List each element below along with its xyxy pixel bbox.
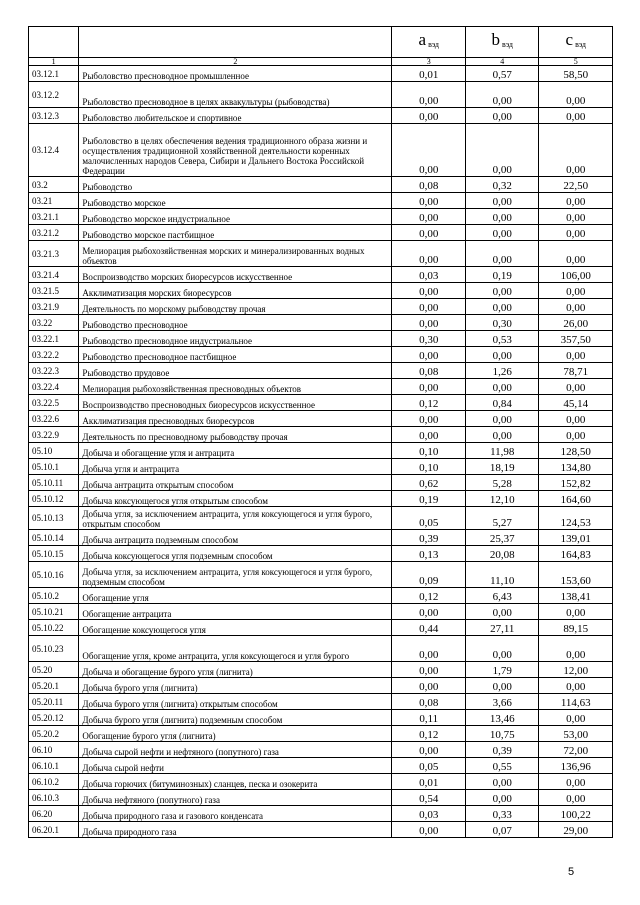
row-value-a: 0,05 xyxy=(392,507,466,530)
row-value-a: 0,01 xyxy=(392,66,466,82)
table-row xyxy=(29,662,613,678)
row-value-b: 11,10 xyxy=(465,562,539,588)
row-value-b: 0,00 xyxy=(465,241,539,267)
row-value-c: 138,41 xyxy=(539,588,613,604)
row-code: 03.2 xyxy=(29,177,79,193)
row-code: 03.22.3 xyxy=(29,363,79,379)
row-name: Добыча коксующегося угля подземным способом xyxy=(79,546,392,562)
row-name: Добыча и обогащение бурого угля (лигнита) xyxy=(79,662,392,678)
row-name: Рыболовство любительское и спортивное xyxy=(79,108,392,124)
row-value-c: 124,53 xyxy=(539,507,613,530)
row-value-b: 5,28 xyxy=(465,475,539,491)
row-value-a: 0,00 xyxy=(392,604,466,620)
table-row xyxy=(29,363,613,379)
row-code: 06.20.1 xyxy=(29,822,79,838)
row-value-c: 72,00 xyxy=(539,742,613,758)
table-row xyxy=(29,283,613,299)
table-row xyxy=(29,475,613,491)
row-value-c: 0,00 xyxy=(539,604,613,620)
row-value-b: 13,46 xyxy=(465,710,539,726)
row-code: 03.21.1 xyxy=(29,209,79,225)
row-value-c: 100,22 xyxy=(539,806,613,822)
row-value-a: 0,00 xyxy=(392,636,466,662)
row-code: 06.10.1 xyxy=(29,758,79,774)
row-name: Добыча природного газа xyxy=(79,822,392,838)
column-number-2: 2 xyxy=(79,58,392,66)
header-col-c-label: c xyxy=(565,29,574,49)
row-value-a: 0,12 xyxy=(392,588,466,604)
header-col-c xyxy=(539,27,613,58)
row-value-b: 0,00 xyxy=(465,193,539,209)
row-name: Мелиорация рыбохозяйственная морских и минерализированных водных объектов xyxy=(79,241,392,267)
column-number-1: 1 xyxy=(29,58,79,66)
row-value-c: 0,00 xyxy=(539,225,613,241)
table-row xyxy=(29,710,613,726)
page-number: 5 xyxy=(568,866,575,878)
row-value-b: 0,00 xyxy=(465,604,539,620)
row-value-c: 0,00 xyxy=(539,209,613,225)
table-row xyxy=(29,758,613,774)
row-value-c: 0,00 xyxy=(539,241,613,267)
row-value-a: 0,01 xyxy=(392,774,466,790)
table-row xyxy=(29,315,613,331)
row-code: 03.12.4 xyxy=(29,124,79,177)
table-row xyxy=(29,588,613,604)
table-row xyxy=(29,620,613,636)
table-row xyxy=(29,331,613,347)
row-value-c: 0,00 xyxy=(539,710,613,726)
row-value-b: 0,33 xyxy=(465,806,539,822)
row-code: 05.10.1 xyxy=(29,459,79,475)
row-value-b: 0,53 xyxy=(465,331,539,347)
row-value-a: 0,00 xyxy=(392,822,466,838)
row-value-a: 0,00 xyxy=(392,347,466,363)
table-row xyxy=(29,459,613,475)
row-name: Рыбоводство пресноводное индустриальное xyxy=(79,331,392,347)
row-value-c: 0,00 xyxy=(539,347,613,363)
row-value-c: 0,00 xyxy=(539,379,613,395)
row-value-a: 0,10 xyxy=(392,459,466,475)
table-body xyxy=(29,66,613,838)
row-name: Рыболовство пресноводное промышленное xyxy=(79,66,392,82)
row-value-c: 0,00 xyxy=(539,790,613,806)
row-value-c: 26,00 xyxy=(539,315,613,331)
row-value-a: 0,00 xyxy=(392,283,466,299)
table-row xyxy=(29,124,613,177)
row-value-b: 1,79 xyxy=(465,662,539,678)
row-value-c: 0,00 xyxy=(539,774,613,790)
row-value-a: 0,00 xyxy=(392,108,466,124)
header-code-cell xyxy=(29,27,79,58)
row-value-c: 128,50 xyxy=(539,443,613,459)
row-value-a: 0,00 xyxy=(392,225,466,241)
row-value-a: 0,10 xyxy=(392,443,466,459)
table-row xyxy=(29,443,613,459)
row-name: Добыча коксующегося угля открытым способом xyxy=(79,491,392,507)
row-code: 03.21.9 xyxy=(29,299,79,315)
row-value-b: 0,00 xyxy=(465,379,539,395)
header-col-b-sub: вэд xyxy=(502,39,513,49)
row-value-c: 78,71 xyxy=(539,363,613,379)
row-value-c: 29,00 xyxy=(539,822,613,838)
row-value-c: 0,00 xyxy=(539,283,613,299)
row-code: 06.20 xyxy=(29,806,79,822)
table-row xyxy=(29,395,613,411)
row-value-b: 0,00 xyxy=(465,347,539,363)
row-code: 03.21.3 xyxy=(29,241,79,267)
row-value-b: 0,00 xyxy=(465,108,539,124)
row-value-c: 0,00 xyxy=(539,124,613,177)
table-row xyxy=(29,507,613,530)
row-code: 03.22.6 xyxy=(29,411,79,427)
row-value-c: 164,83 xyxy=(539,546,613,562)
row-name: Рыболовство пресноводное в целях аквакультуры (рыбоводства) xyxy=(79,82,392,108)
row-value-c: 58,50 xyxy=(539,66,613,82)
table-row xyxy=(29,411,613,427)
row-name: Добыча угля, за исключением антрацита, угля коксующегося и угля бурого, подземным способом xyxy=(79,562,392,588)
row-value-b: 0,39 xyxy=(465,742,539,758)
row-value-a: 0,00 xyxy=(392,678,466,694)
row-value-b: 5,27 xyxy=(465,507,539,530)
row-code: 05.20 xyxy=(29,662,79,678)
row-value-a: 0,39 xyxy=(392,530,466,546)
row-code: 03.22.4 xyxy=(29,379,79,395)
row-value-c: 45,14 xyxy=(539,395,613,411)
row-value-c: 22,50 xyxy=(539,177,613,193)
row-name: Добыча сырой нефти и нефтяного (попутного) газа xyxy=(79,742,392,758)
table-row xyxy=(29,790,613,806)
table-row xyxy=(29,241,613,267)
row-value-c: 53,00 xyxy=(539,726,613,742)
row-name: Добыча и обогащение угля и антрацита xyxy=(79,443,392,459)
row-value-c: 134,80 xyxy=(539,459,613,475)
row-value-a: 0,00 xyxy=(392,427,466,443)
row-name: Обогащение коксующегося угля xyxy=(79,620,392,636)
row-value-a: 0,00 xyxy=(392,315,466,331)
table-row xyxy=(29,209,613,225)
row-value-b: 25,37 xyxy=(465,530,539,546)
row-value-a: 0,03 xyxy=(392,267,466,283)
row-value-a: 0,00 xyxy=(392,241,466,267)
row-value-a: 0,12 xyxy=(392,395,466,411)
row-value-a: 0,00 xyxy=(392,193,466,209)
table-row xyxy=(29,636,613,662)
row-value-a: 0,05 xyxy=(392,758,466,774)
row-value-c: 357,50 xyxy=(539,331,613,347)
column-number-4: 4 xyxy=(465,58,539,66)
table-row xyxy=(29,530,613,546)
row-code: 03.12.2 xyxy=(29,82,79,108)
table-row xyxy=(29,299,613,315)
row-name: Добыча антрацита открытым способом xyxy=(79,475,392,491)
row-value-b: 0,00 xyxy=(465,411,539,427)
row-value-a: 0,00 xyxy=(392,411,466,427)
row-code: 03.22.9 xyxy=(29,427,79,443)
row-value-b: 0,55 xyxy=(465,758,539,774)
row-value-b: 18,19 xyxy=(465,459,539,475)
document-sheet xyxy=(28,26,613,838)
row-value-a: 0,00 xyxy=(392,379,466,395)
row-value-a: 0,08 xyxy=(392,363,466,379)
row-value-a: 0,62 xyxy=(392,475,466,491)
column-number-3: 3 xyxy=(392,58,466,66)
row-name: Рыбоводство морское пастбищное xyxy=(79,225,392,241)
row-value-c: 153,60 xyxy=(539,562,613,588)
row-name: Обогащение антрацита xyxy=(79,604,392,620)
row-code: 03.21 xyxy=(29,193,79,209)
row-name: Акклиматизация пресноводных биоресурсов xyxy=(79,411,392,427)
row-value-b: 0,00 xyxy=(465,678,539,694)
row-value-a: 0,00 xyxy=(392,82,466,108)
row-value-b: 0,84 xyxy=(465,395,539,411)
row-name: Деятельность по морскому рыбоводству прочая xyxy=(79,299,392,315)
row-code: 06.10.2 xyxy=(29,774,79,790)
row-value-b: 11,98 xyxy=(465,443,539,459)
row-value-b: 0,07 xyxy=(465,822,539,838)
row-value-a: 0,03 xyxy=(392,806,466,822)
row-code: 03.22.2 xyxy=(29,347,79,363)
row-name: Добыча бурого угля (лигнита) открытым способом xyxy=(79,694,392,710)
row-code: 03.21.4 xyxy=(29,267,79,283)
row-value-b: 0,19 xyxy=(465,267,539,283)
row-name: Рыбоводство прудовое xyxy=(79,363,392,379)
row-value-a: 0,00 xyxy=(392,742,466,758)
row-name: Добыча антрацита подземным способом xyxy=(79,530,392,546)
table-row xyxy=(29,491,613,507)
row-code: 05.10.16 xyxy=(29,562,79,588)
row-name: Рыболовство в целях обеспечения ведения традиционного образа жизни и осуществления традиционной хозяйственной деятельности коренных малочисленных народов Севера, Сибири и Дальнего Востока Российской Федерации xyxy=(79,124,392,177)
row-name: Добыча сырой нефти xyxy=(79,758,392,774)
row-value-b: 0,00 xyxy=(465,636,539,662)
row-value-b: 1,26 xyxy=(465,363,539,379)
row-value-a: 0,08 xyxy=(392,694,466,710)
row-name: Деятельность по пресноводному рыбоводству прочая xyxy=(79,427,392,443)
row-value-b: 0,30 xyxy=(465,315,539,331)
row-name: Мелиорация рыбохозяйственная пресноводных объектов xyxy=(79,379,392,395)
row-value-c: 89,15 xyxy=(539,620,613,636)
row-value-c: 114,63 xyxy=(539,694,613,710)
row-value-c: 0,00 xyxy=(539,636,613,662)
row-value-b: 6,43 xyxy=(465,588,539,604)
row-value-b: 0,00 xyxy=(465,225,539,241)
table-row xyxy=(29,108,613,124)
row-value-c: 136,96 xyxy=(539,758,613,774)
row-code: 05.10.13 xyxy=(29,507,79,530)
table-row xyxy=(29,267,613,283)
row-name: Добыча бурого угля (лигнита) xyxy=(79,678,392,694)
row-code: 06.10.3 xyxy=(29,790,79,806)
row-value-b: 20,08 xyxy=(465,546,539,562)
row-code: 06.10 xyxy=(29,742,79,758)
row-code: 05.10.14 xyxy=(29,530,79,546)
table-row xyxy=(29,604,613,620)
table-row xyxy=(29,726,613,742)
row-value-b: 0,00 xyxy=(465,774,539,790)
column-number-row xyxy=(29,58,613,66)
header-col-a-label: a xyxy=(418,29,427,49)
table-row xyxy=(29,225,613,241)
header-col-c-sub: вэд xyxy=(575,39,586,49)
table-row xyxy=(29,562,613,588)
row-code: 05.20.1 xyxy=(29,678,79,694)
coefficients-table xyxy=(28,26,613,838)
row-code: 03.21.5 xyxy=(29,283,79,299)
row-value-b: 0,00 xyxy=(465,299,539,315)
table-row xyxy=(29,742,613,758)
row-code: 05.20.11 xyxy=(29,694,79,710)
table-row xyxy=(29,694,613,710)
row-value-c: 12,00 xyxy=(539,662,613,678)
row-value-b: 3,66 xyxy=(465,694,539,710)
row-code: 05.10.21 xyxy=(29,604,79,620)
row-value-c: 0,00 xyxy=(539,82,613,108)
row-value-a: 0,00 xyxy=(392,209,466,225)
row-name: Рыбоводство морское xyxy=(79,193,392,209)
row-value-c: 0,00 xyxy=(539,678,613,694)
row-code: 05.10.15 xyxy=(29,546,79,562)
row-value-a: 0,12 xyxy=(392,726,466,742)
row-value-b: 12,10 xyxy=(465,491,539,507)
row-value-c: 0,00 xyxy=(539,427,613,443)
row-value-b: 0,00 xyxy=(465,124,539,177)
row-name: Обогащение угля, кроме антрацита, угля коксующегося и угля бурого xyxy=(79,636,392,662)
row-value-a: 0,44 xyxy=(392,620,466,636)
row-code: 05.10.2 xyxy=(29,588,79,604)
table-row xyxy=(29,66,613,82)
row-value-a: 0,19 xyxy=(392,491,466,507)
row-value-a: 0,08 xyxy=(392,177,466,193)
row-code: 05.20.12 xyxy=(29,710,79,726)
header-col-b xyxy=(465,27,539,58)
row-code: 03.22.5 xyxy=(29,395,79,411)
row-code: 05.10.22 xyxy=(29,620,79,636)
row-value-c: 0,00 xyxy=(539,299,613,315)
row-value-b: 27,11 xyxy=(465,620,539,636)
row-value-c: 164,60 xyxy=(539,491,613,507)
row-code: 05.10.23 xyxy=(29,636,79,662)
row-value-a: 0,30 xyxy=(392,331,466,347)
table-header-row xyxy=(29,27,613,58)
row-value-b: 0,00 xyxy=(465,209,539,225)
table-row xyxy=(29,427,613,443)
row-name: Акклиматизация морских биоресурсов xyxy=(79,283,392,299)
row-value-a: 0,13 xyxy=(392,546,466,562)
row-code: 03.22.1 xyxy=(29,331,79,347)
row-value-c: 152,82 xyxy=(539,475,613,491)
row-value-b: 0,57 xyxy=(465,66,539,82)
row-code: 05.20.2 xyxy=(29,726,79,742)
row-value-c: 0,00 xyxy=(539,411,613,427)
row-name: Рыбоводство морское индустриальное xyxy=(79,209,392,225)
header-col-a xyxy=(392,27,466,58)
row-name: Воспроизводство морских биоресурсов искусственное xyxy=(79,267,392,283)
row-code: 03.21.2 xyxy=(29,225,79,241)
row-value-b: 0,00 xyxy=(465,283,539,299)
row-value-a: 0,00 xyxy=(392,124,466,177)
row-value-a: 0,09 xyxy=(392,562,466,588)
row-name: Добыча бурого угля (лигнита) подземным способом xyxy=(79,710,392,726)
table-row xyxy=(29,822,613,838)
row-value-b: 10,75 xyxy=(465,726,539,742)
row-name: Рыбоводство пресноводное пастбищное xyxy=(79,347,392,363)
row-code: 05.10 xyxy=(29,443,79,459)
row-code: 03.12.3 xyxy=(29,108,79,124)
row-code: 05.10.11 xyxy=(29,475,79,491)
table-row xyxy=(29,177,613,193)
row-value-c: 106,00 xyxy=(539,267,613,283)
row-name: Добыча угля и антрацита xyxy=(79,459,392,475)
row-value-b: 0,00 xyxy=(465,790,539,806)
row-name: Рыбоводство пресноводное xyxy=(79,315,392,331)
table-row xyxy=(29,678,613,694)
row-code: 05.10.12 xyxy=(29,491,79,507)
row-name: Добыча нефтяного (попутного) газа xyxy=(79,790,392,806)
table-row xyxy=(29,193,613,209)
table-row xyxy=(29,379,613,395)
row-name: Воспроизводство пресноводных биоресурсов искусственное xyxy=(79,395,392,411)
row-value-c: 0,00 xyxy=(539,193,613,209)
row-code: 03.22 xyxy=(29,315,79,331)
header-name-cell xyxy=(79,27,392,58)
row-name: Добыча горючих (битуминозных) сланцев, песка и озокерита xyxy=(79,774,392,790)
table-row xyxy=(29,546,613,562)
row-code: 03.12.1 xyxy=(29,66,79,82)
row-value-a: 0,54 xyxy=(392,790,466,806)
row-name: Обогащение бурого угля (лигнита) xyxy=(79,726,392,742)
row-value-c: 139,01 xyxy=(539,530,613,546)
header-col-b-label: b xyxy=(491,29,501,49)
row-value-b: 0,00 xyxy=(465,427,539,443)
row-name: Добыча природного газа и газового конденсата xyxy=(79,806,392,822)
table-row xyxy=(29,82,613,108)
row-value-b: 0,32 xyxy=(465,177,539,193)
row-name: Обогащение угля xyxy=(79,588,392,604)
row-value-b: 0,00 xyxy=(465,82,539,108)
row-value-c: 0,00 xyxy=(539,108,613,124)
table-row xyxy=(29,347,613,363)
row-value-a: 0,00 xyxy=(392,299,466,315)
column-number-5: 5 xyxy=(539,58,613,66)
header-col-a-sub: вэд xyxy=(428,39,439,49)
row-name: Добыча угля, за исключением антрацита, угля коксующегося и угля бурого, открытым способом xyxy=(79,507,392,530)
row-value-a: 0,00 xyxy=(392,662,466,678)
table-row xyxy=(29,774,613,790)
table-row xyxy=(29,806,613,822)
row-value-a: 0,11 xyxy=(392,710,466,726)
row-name: Рыбоводство xyxy=(79,177,392,193)
